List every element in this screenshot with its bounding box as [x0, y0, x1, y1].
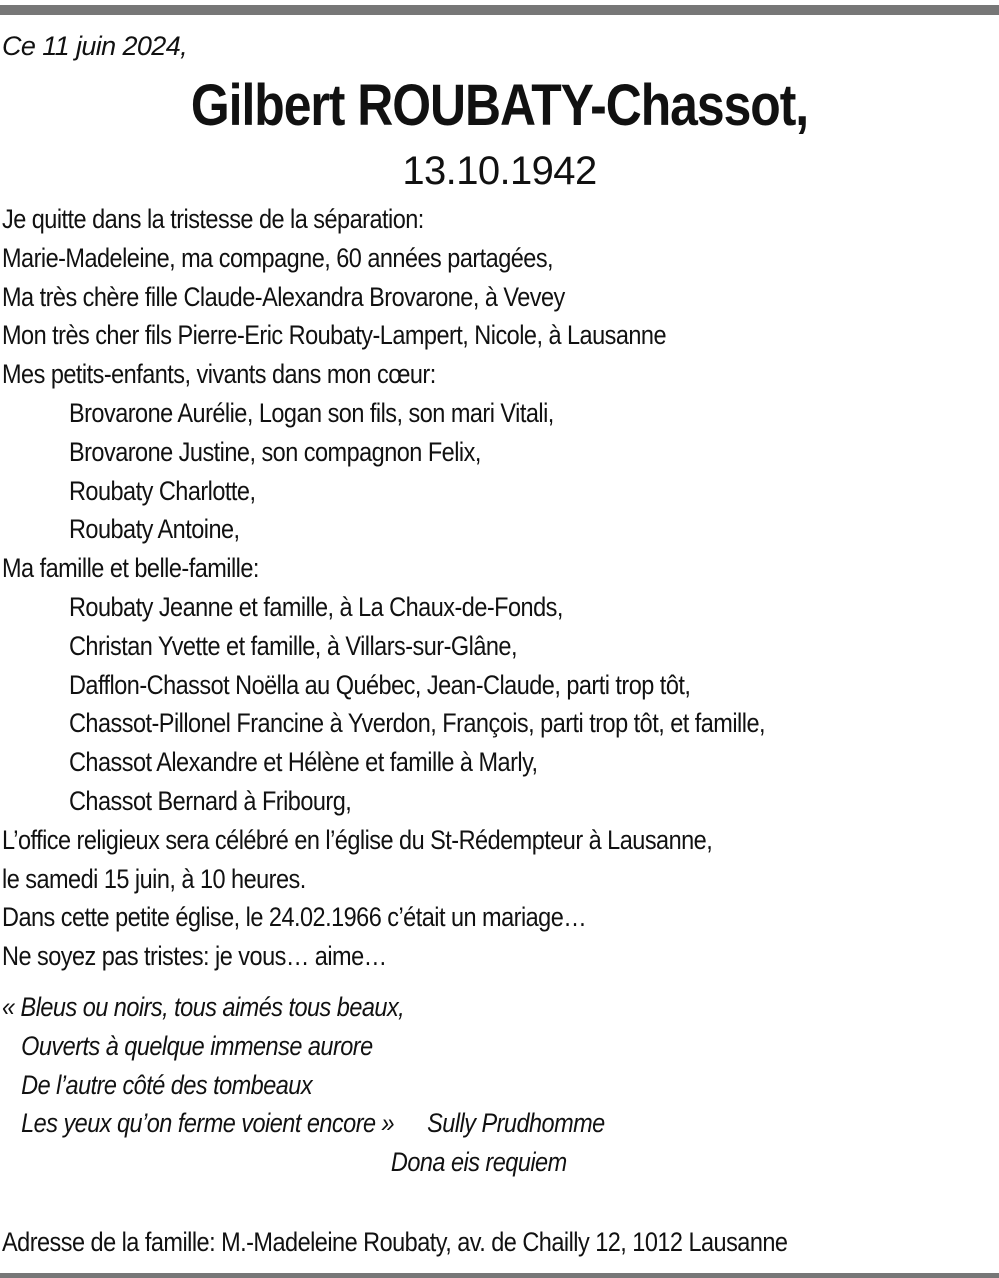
family-line: Christan Yvette et famille, à Villars-sur-Glâne, [68, 630, 517, 661]
deceased-name: Gilbert ROUBATY-Chassot, [190, 73, 809, 138]
text-line: Ma très chère fille Claude-Alexandra Brovarone, à Vevey [2, 281, 565, 312]
bottom-rule [0, 1273, 999, 1278]
poem-line-with-author [2, 1104, 869, 1143]
text-line: Je quitte dans la tristesse de la séparation: [2, 204, 424, 234]
notice-body [0, 200, 999, 976]
ceremony-line: le samedi 15 juin, à 10 heures. [2, 863, 306, 894]
grandchild-line: Roubaty Charlotte, [68, 475, 256, 506]
poem-line: Les yeux qu’on ferme voient encore » [21, 1108, 395, 1139]
text-line: Ma famille et belle-famille: [2, 553, 259, 584]
family-address: Adresse de la famille: M.-Madeleine Roubaty, av. de Chailly 12, 1012 Lausanne [2, 1227, 788, 1257]
grandchild-line: Brovarone Aurélie, Logan son fils, son mari Vitali, [68, 397, 554, 428]
family-line: Roubaty Jeanne et famille, à La Chaux-de-Fonds, [68, 591, 563, 622]
death-notice [0, 22, 999, 1182]
family-line: Chassot Bernard à Fribourg, [68, 785, 352, 816]
family-line: Chassot Alexandre et Hélène et famille à Marly, [68, 747, 538, 778]
notice-date: Ce 11 juin 2024, [2, 31, 188, 61]
grandchild-line: Roubaty Antoine, [68, 514, 240, 545]
poem-line: De l’autre côté des tombeaux [21, 1069, 313, 1100]
grandchild-line: Brovarone Justine, son compagnon Felix, [68, 436, 481, 467]
text-line: Mes petits-enfants, vivants dans mon cœur: [2, 359, 436, 390]
text-line: Dans cette petite église, le 24.02.1966 c’était un mariage… [2, 902, 587, 933]
poem-author: Sully Prudhomme [427, 1108, 605, 1139]
poem-line: « Bleus ou noirs, tous aimés tous beaux, [2, 991, 405, 1022]
top-rule [0, 5, 999, 15]
ceremony-line: L’office religieux sera célébré en l’église du St-Rédempteur à Lausanne, [2, 824, 713, 855]
poem-line: Ouverts à quelque immense aurore [21, 1030, 373, 1061]
poem-quote [0, 988, 999, 1182]
family-line: Chassot-Pillonel Francine à Yverdon, François, parti trop tôt, et famille, [68, 708, 765, 739]
requiem-line: Dona eis requiem [390, 1147, 567, 1178]
text-line: Marie-Madeleine, ma compagne, 60 années partagées, [2, 242, 554, 273]
text-line: Mon très cher fils Pierre-Eric Roubaty-Lampert, Nicole, à Lausanne [2, 320, 667, 351]
family-line: Dafflon-Chassot Noëlla au Québec, Jean-Claude, parti trop tôt, [68, 669, 691, 700]
birth-date: 13.10.1942 [402, 149, 597, 193]
text-line: Ne soyez pas tristes: je vous… aime… [2, 941, 387, 972]
